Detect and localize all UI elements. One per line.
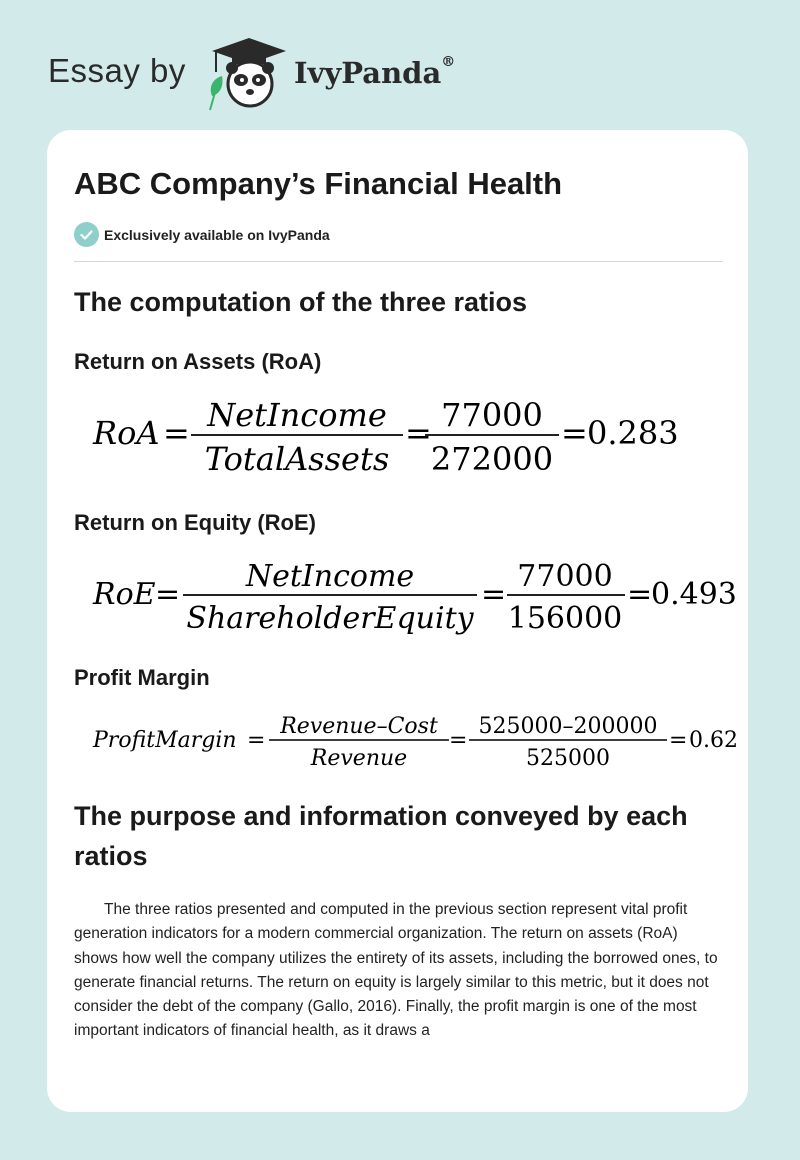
pm-den-value: 525000	[526, 746, 610, 771]
section-heading-purpose: The purpose and information conveyed by each ratios	[74, 801, 688, 871]
check-icon	[74, 222, 99, 247]
roe-den-value: 156000	[507, 601, 623, 636]
badge-label: Exclusively available on IvyPanda	[104, 226, 330, 243]
roe-num-text: NetIncome	[245, 559, 415, 594]
roe-heading: Return on Equity (RoE)	[74, 510, 316, 535]
divider	[74, 261, 723, 262]
equals-sign: =	[561, 414, 588, 452]
equals-sign: =	[155, 577, 181, 612]
pm-result: 0.62	[689, 728, 738, 753]
body-paragraph: The three ratios presented and computed in the previous section represent vital profit generation indicators for a modern commercial organization. The return on assets (RoA) shows how well the company utilizes the entirety of its assets, including the borrowed ones, to generate financial returns. The return on equity is largely similar to this metric, but it does not consider the debt of the company (Gallo, 2016). Finally, the profit margin is one of the most important indicators of financial health, as it draws a	[74, 901, 718, 1040]
pm-num-value: 525000–200000	[478, 714, 658, 739]
essay-by-label: Essay by	[48, 52, 186, 89]
pm-den-text: Revenue	[310, 746, 408, 771]
article-card	[47, 130, 748, 1112]
roe-lhs: RoE	[93, 577, 156, 612]
roa-den-value: 272000	[430, 440, 554, 478]
roa-lhs: RoA	[93, 414, 160, 452]
brand-text: IvyPanda	[294, 56, 442, 90]
section-heading-ratios: The computation of the three ratios	[74, 287, 528, 317]
roa-result: 0.283	[587, 414, 679, 452]
brand-name[interactable]	[294, 56, 455, 90]
roa-num-value: 77000	[441, 396, 543, 434]
profit-margin-heading: Profit Margin	[74, 665, 210, 690]
pm-lhs: ProfitMargin	[93, 728, 237, 753]
roe-result: 0.493	[651, 577, 737, 612]
roe-formula	[87, 550, 737, 640]
equals-sign: =	[247, 728, 266, 753]
roa-den-text: TotalAssets	[204, 440, 390, 478]
roe-num-value: 77000	[517, 559, 613, 594]
equals-sign: =	[405, 414, 432, 452]
site-header	[48, 34, 648, 114]
equals-sign: =	[669, 728, 688, 753]
roa-heading: Return on Assets (RoA)	[74, 349, 322, 374]
page-title: ABC Company’s Financial Health	[74, 166, 563, 201]
equals-sign: =	[627, 577, 653, 612]
exclusive-badge	[74, 222, 330, 247]
registered-mark: ®	[441, 54, 456, 70]
panda-logo-icon[interactable]	[204, 34, 294, 114]
pm-num-text: Revenue–Cost	[280, 714, 438, 739]
roe-den-text: ShareholderEquity	[186, 601, 474, 636]
profit-margin-formula	[87, 707, 738, 777]
equals-sign: =	[163, 414, 190, 452]
equals-sign: =	[449, 728, 468, 753]
roa-num-text: NetIncome	[207, 396, 387, 434]
roa-formula	[87, 392, 687, 482]
equals-sign: =	[481, 577, 507, 612]
